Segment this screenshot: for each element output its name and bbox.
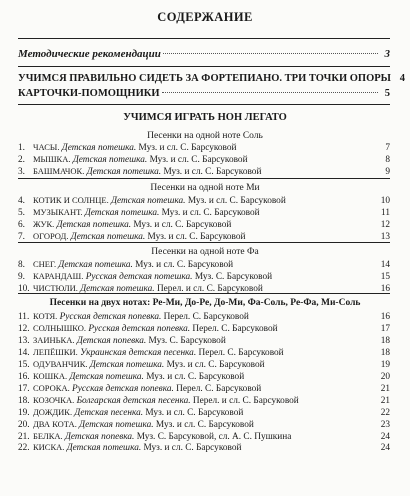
song-credit: Муз. и сл. С. Барсуковой (163, 166, 262, 177)
song-number: 20. (18, 419, 30, 430)
song-genre: Детская потешка. (89, 359, 165, 370)
group-heading: Песенки на одной ноте Соль (147, 131, 263, 141)
song-genre: Детская потешка. (61, 143, 137, 153)
song-genre: Детская попевка. (76, 335, 147, 346)
divider (18, 38, 390, 39)
song-genre: Детская попевка. (65, 431, 135, 442)
song-credit: Муз. и сл. С. Барсуковой (161, 207, 260, 218)
song-genre: Русская детская потешка. (85, 271, 193, 282)
toc-entry-text: КАРТОЧКИ-ПОМОЩНИКИ (18, 88, 160, 99)
song-page: 21 (380, 383, 390, 394)
song-text (18, 154, 248, 165)
leader-dots (243, 445, 378, 447)
leader-dots (267, 362, 378, 364)
song-page: 13 (380, 231, 390, 242)
leader-dots (256, 422, 378, 424)
leader-dots (251, 314, 378, 316)
leader-dots (288, 198, 378, 200)
toc-entry-text: Методические рекомендации (18, 48, 161, 60)
song-credit: Муз. и сл. С. Барсуковой (155, 419, 254, 430)
song-genre: Украинская детская песенка. (80, 347, 197, 358)
song-genre: Детская потешка. (111, 196, 186, 206)
group-heading: Песенки на двух нотах: Ре-Ми, До-Ре, До-Ми, Фа-Соль, Ре-Фа, Ми-Соль (49, 298, 361, 308)
song-number: 22. (18, 443, 30, 454)
song-title: МУЗЫКАНТ. (33, 206, 83, 217)
song-credit: Перел. и сл. С. Барсуковой (156, 283, 263, 294)
toc-entry-page: 4 (399, 73, 405, 84)
song-genre: Детская потешка. (79, 419, 154, 430)
song-page: 14 (380, 260, 390, 270)
song-number: 12. (18, 323, 30, 334)
song-row (18, 407, 390, 418)
song-credit: Муз. и сл. С. Барсуковой (133, 219, 232, 230)
song-number: 6. (18, 219, 25, 230)
leader-dots (228, 338, 378, 340)
leader-dots (280, 326, 378, 328)
song-text (18, 419, 254, 430)
song-text (18, 195, 286, 206)
song-text (18, 142, 237, 153)
song-row (18, 419, 390, 430)
song-credit: Муз. и сл. С. Барсуковой (138, 143, 237, 153)
song-row (18, 323, 390, 334)
song-page: 21 (380, 395, 390, 406)
song-credit: Перел. С. Барсуковой (163, 312, 249, 322)
leader-dots (286, 350, 378, 352)
song-text (18, 335, 226, 346)
song-page: 18 (380, 335, 390, 346)
leader-dots (248, 234, 378, 236)
song-row (18, 166, 390, 177)
song-credit: Перел. С. Барсуковой (176, 383, 262, 394)
song-genre: Детская потешка. (70, 231, 146, 242)
song-number: 1. (18, 143, 25, 153)
song-credit: Муз. С. Барсуковой (194, 271, 273, 282)
song-page: 17 (380, 323, 390, 334)
song-title: ЗАИНЬКА. (33, 334, 75, 345)
divider (18, 104, 390, 105)
song-number: 18. (18, 395, 30, 406)
song-text (18, 431, 291, 442)
toc-entry-page: 5 (384, 88, 390, 99)
song-number: 9. (18, 271, 25, 282)
song-text (18, 383, 261, 394)
song-number: 21. (18, 431, 30, 442)
leader-dots (162, 91, 378, 93)
song-page: 15 (380, 271, 390, 282)
song-page: 16 (380, 283, 390, 294)
song-credit: Перел. и сл. С. Барсуковой (192, 395, 299, 406)
song-credit: Перел. С. Барсуковой (198, 347, 284, 358)
song-number: 11. (18, 312, 30, 322)
song-page: 22 (380, 407, 390, 418)
song-credit: Муз. и сл. С. Барсуковой (135, 260, 234, 270)
song-genre: Детская потешка. (86, 166, 162, 177)
song-title: БАШМАЧОК. (33, 165, 85, 176)
song-title: КОТЯ. (33, 311, 58, 321)
leader-dots (163, 52, 378, 54)
song-title: КОТИК И СОЛНЦЕ. (33, 195, 109, 205)
song-row (18, 259, 390, 270)
song-number: 16. (18, 371, 30, 382)
leader-dots (262, 210, 378, 212)
song-row (18, 154, 390, 165)
song-text (18, 231, 246, 242)
song-genre: Детская потешка. (84, 207, 160, 218)
song-genre: Детская потешка. (69, 371, 144, 382)
song-row (18, 142, 390, 153)
song-title: ОГОРОД. (33, 230, 69, 241)
divider (18, 66, 390, 67)
song-number: 4. (18, 196, 25, 206)
leader-dots (246, 374, 378, 376)
song-number: 8. (18, 260, 25, 270)
song-genre: Русская детская попевка. (72, 383, 174, 394)
song-text (18, 359, 265, 370)
song-row (18, 311, 390, 322)
song-page: 24 (380, 431, 390, 442)
song-text (18, 311, 249, 322)
song-row (18, 335, 390, 346)
song-credit: Муз. и сл. С. Барсуковой (145, 407, 244, 418)
song-text (18, 271, 272, 282)
song-credit: Муз. и сл. С. Барсуковой (146, 371, 245, 382)
toc-entry-sitting (18, 73, 405, 84)
leader-dots (263, 169, 378, 171)
song-row (18, 442, 390, 453)
song-text (18, 219, 231, 230)
song-page: 7 (385, 143, 390, 153)
leader-dots (263, 386, 378, 388)
leader-dots (239, 145, 378, 147)
song-page: 16 (380, 312, 390, 322)
song-text (18, 347, 284, 358)
leader-dots (301, 398, 378, 400)
song-text (18, 395, 299, 406)
song-row (18, 231, 390, 242)
divider (18, 293, 390, 294)
toc-entry-cards (18, 88, 390, 99)
song-row (18, 431, 390, 442)
song-credit: Муз. и сл. С. Барсуковой (147, 231, 246, 242)
song-page: 24 (380, 443, 390, 454)
song-number: 2. (18, 154, 25, 165)
song-title: ЧИСТЮЛИ. (33, 282, 78, 293)
song-row (18, 395, 390, 406)
song-title: ЖУК. (33, 218, 55, 229)
song-genre: Детская потешка. (72, 154, 148, 165)
leader-dots (233, 222, 378, 224)
song-page: 20 (380, 371, 390, 382)
leader-dots (245, 410, 378, 412)
leader-dots (235, 262, 378, 264)
song-text (18, 207, 260, 218)
leader-dots (250, 157, 378, 159)
leader-dots (274, 274, 378, 276)
song-page: 18 (380, 347, 390, 358)
song-row (18, 207, 390, 218)
divider (18, 242, 390, 243)
song-page: 12 (380, 219, 390, 230)
song-title: КОШКА. (33, 370, 68, 381)
song-credit: Муз. С. Барсуковой, сл. А. С. Пушкина (136, 431, 292, 442)
song-number: 15. (18, 359, 30, 370)
song-credit: Муз. и сл. С. Барсуковой (143, 443, 242, 454)
song-row (18, 359, 390, 370)
song-page: 9 (385, 166, 390, 177)
song-title: ДОЖДИК. (33, 406, 73, 417)
song-row (18, 271, 390, 282)
song-title: СОРОКА. (33, 382, 70, 393)
song-number: 13. (18, 335, 30, 346)
song-title: МЫШКА. (33, 153, 71, 164)
song-number: 19. (18, 407, 30, 418)
song-row (18, 383, 390, 394)
song-genre: Детская потешка. (80, 283, 155, 294)
song-page: 10 (380, 196, 390, 206)
song-genre: Детская потешка. (56, 219, 132, 230)
song-number: 3. (18, 166, 25, 177)
song-number: 7. (18, 231, 25, 242)
song-number: 14. (18, 347, 30, 358)
leader-dots (293, 434, 378, 436)
song-title: СНЕГ. (33, 259, 57, 269)
song-page: 19 (380, 359, 390, 370)
song-number: 5. (18, 207, 25, 218)
song-title: КОЗОЧКА. (33, 394, 75, 405)
song-page: 23 (380, 419, 390, 430)
song-credit: Перел. С. Барсуковой (192, 323, 278, 334)
song-genre: Детская потешка. (58, 260, 133, 270)
song-text (18, 442, 241, 453)
song-row (18, 347, 390, 358)
song-text (18, 371, 244, 382)
toc-entry-page: 3 (384, 48, 390, 60)
song-page: 8 (385, 154, 390, 165)
song-credit: Муз. С. Барсуковой (148, 335, 226, 346)
section-title: УЧИМСЯ ИГРАТЬ НОН ЛЕГАТО (123, 112, 287, 123)
group-heading: Песенки на одной ноте Ми (150, 183, 260, 193)
song-number: 17. (18, 383, 30, 394)
song-row (18, 195, 390, 206)
song-title: ЧАСЫ. (33, 142, 60, 152)
toc-entry-text: УЧИМСЯ ПРАВИЛЬНО СИДЕТЬ ЗА ФОРТЕПИАНО. ТРИ ТОЧКИ ОПОРЫ (18, 73, 391, 84)
song-genre: Детская потешка. (66, 443, 142, 454)
song-genre: Болгарская детская песенка. (76, 395, 191, 406)
song-title: ЛЕПЁШКИ. (33, 346, 78, 357)
page-title: СОДЕРЖАНИЕ (157, 10, 253, 24)
divider (18, 178, 390, 179)
leader-dots (265, 286, 378, 288)
song-number: 10. (18, 283, 30, 294)
song-page: 11 (381, 207, 390, 218)
toc-entry-methodology (18, 48, 390, 60)
song-title: БЕЛКА. (33, 430, 63, 441)
song-title: ДВА КОТА. (33, 418, 77, 429)
song-row (18, 371, 390, 382)
song-text (18, 323, 278, 334)
song-text (18, 407, 243, 418)
song-title: ОДУВАНЧИК. (33, 358, 88, 369)
song-credit: Муз. и сл. С. Барсуковой (166, 359, 265, 370)
song-text (18, 166, 261, 177)
song-genre: Русская детская попевка. (88, 323, 191, 334)
song-title: СОЛНЫШКО. (33, 322, 86, 333)
song-title: КИСКА. (33, 442, 65, 453)
song-row (18, 219, 390, 230)
song-genre: Русская детская попевка. (59, 312, 162, 322)
song-title: КАРАНДАШ. (33, 270, 84, 281)
song-credit: Муз. и сл. С. Барсуковой (187, 196, 286, 206)
group-heading: Песенки на одной ноте Фа (151, 247, 259, 257)
song-credit: Муз. и сл. С. Барсуковой (149, 154, 248, 165)
song-text (18, 259, 233, 270)
song-genre: Детская песенка. (74, 407, 144, 418)
